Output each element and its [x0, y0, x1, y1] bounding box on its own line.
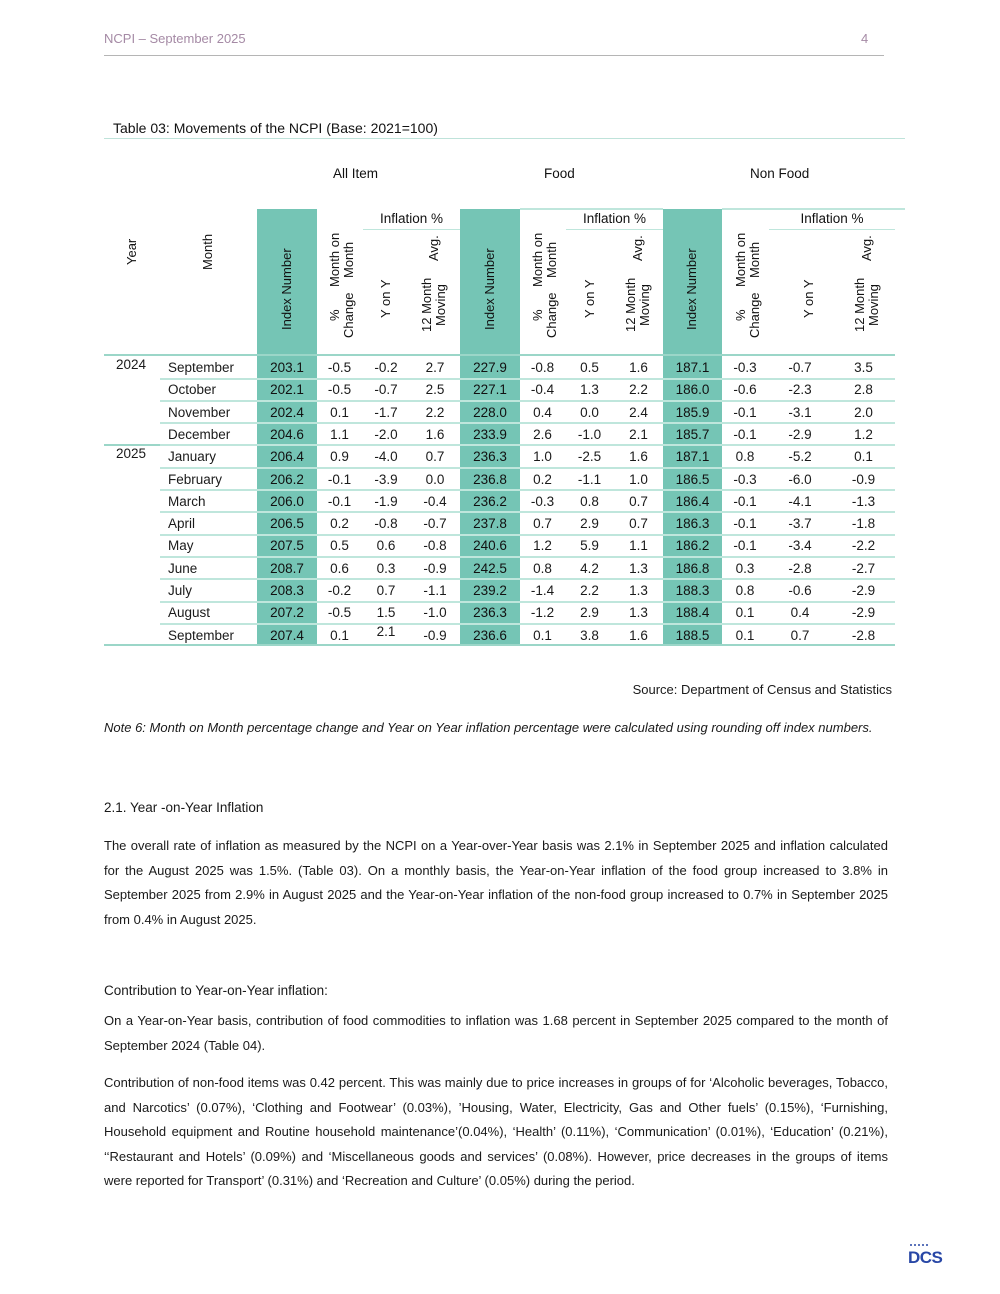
value-cell: 0.7 — [629, 516, 648, 532]
value-cell: -5.2 — [788, 449, 812, 465]
value-cell: 0.4 — [533, 404, 552, 420]
value-cell: 2.4 — [629, 404, 648, 420]
value-cell: 0.7 — [376, 583, 396, 598]
index-number-cell: 186.0 — [675, 382, 710, 398]
contribution-paragraph-2: Contribution of non-food items was 0.42 percent. This was mainly due to price increases in groups of for ‘Alcoholic beverages, Tobacco, and Narcotics’ (0.07%), ‘Clothing and Footwear’ (0.03%), ’Housing, Water, Electricity, Gas and Other fuels’ (0.15%), ‘Furnishing, Household equipment and Routine household maintenance’(0.04%), ‘Health’ (0.11%), ‘Communication’ (0.01%), ‘Education’ (0.21%), ‘‘Restaurant and Hotels’ (0.09%) and ‘Miscellaneous goods and services’ (0.08%). However, price decreases in the groups of items were reported for Transport’ (0.31%) and ‘Recreation and Culture’ (0.05%) during the period. — [104, 1075, 888, 1188]
page-number: 4 — [861, 31, 869, 46]
value-cell: -2.5 — [577, 449, 602, 465]
non-food-yoy-header: Y on Y — [801, 279, 816, 318]
value-cell: 0.8 — [580, 493, 599, 509]
year-header: Year — [124, 238, 139, 265]
value-cell: -0.5 — [327, 360, 352, 375]
index-number-cell: 206.4 — [270, 449, 304, 465]
value-cell: -1.8 — [851, 516, 876, 532]
value-cell: 0.8 — [735, 449, 755, 465]
value-cell: -1.1 — [577, 471, 602, 487]
value-cell: -0.1 — [733, 493, 757, 509]
index-number-cell: 186.2 — [675, 538, 710, 554]
value-cell: 0.2 — [330, 516, 349, 532]
non-food-ma-header — [851, 235, 883, 350]
value-cell: -0.2 — [374, 360, 398, 375]
food-inflation-rule — [566, 229, 663, 230]
ma-line1: 12 Month Moving — [419, 278, 448, 333]
index-number-cell: 185.9 — [675, 404, 710, 420]
month-cell: November — [168, 404, 231, 420]
value-cell: -0.3 — [530, 493, 555, 509]
value-cell: 0.6 — [376, 538, 396, 554]
value-cell: 3.8 — [580, 627, 599, 643]
index-number-cell: 202.4 — [270, 404, 304, 420]
value-cell: 0.5 — [330, 538, 349, 554]
non-food-index-number-header: Index Number — [684, 248, 699, 330]
value-cell: 0.6 — [330, 560, 349, 576]
table-caption-rule — [104, 138, 905, 139]
value-cell: 0.7 — [629, 493, 648, 509]
value-cell: 0.1 — [330, 627, 349, 643]
value-cell: -1.3 — [851, 493, 876, 509]
value-cell: -0.9 — [423, 627, 447, 643]
table-row — [0, 424, 1000, 446]
all-yoy-header: Y on Y — [378, 279, 393, 318]
value-cell: 1.1 — [629, 538, 648, 554]
value-cell: 1.2 — [533, 538, 552, 554]
value-cell: 2.2 — [425, 404, 445, 420]
value-cell: 1.2 — [854, 426, 873, 442]
ma-line2: Avg. — [426, 235, 441, 261]
all-inflation-rule — [363, 229, 460, 230]
month-cell: October — [168, 382, 217, 398]
value-cell: -1.4 — [530, 583, 555, 598]
non-food-inflation-rule — [769, 229, 895, 230]
index-number-cell: 207.4 — [270, 627, 304, 643]
value-cell: -1.1 — [423, 583, 447, 598]
value-cell: 0.8 — [533, 560, 552, 576]
value-cell: -2.9 — [788, 426, 812, 442]
value-cell: -0.1 — [327, 493, 352, 509]
value-cell: 0.1 — [854, 449, 873, 465]
value-cell: -0.9 — [423, 560, 447, 576]
value-cell: 2.5 — [425, 382, 445, 398]
month-cell: July — [168, 583, 193, 598]
month-cell: January — [168, 449, 217, 465]
food-ma-header — [622, 235, 654, 350]
value-cell: -0.2 — [327, 583, 352, 598]
month-cell: December — [168, 426, 231, 442]
month-cell: March — [168, 493, 206, 509]
table-row — [0, 513, 1000, 535]
value-cell: -0.7 — [788, 360, 812, 375]
value-cell: -2.7 — [851, 560, 876, 576]
value-cell: -0.8 — [374, 516, 398, 532]
index-number-cell: 227.9 — [473, 360, 507, 375]
month-cell: August — [168, 605, 211, 621]
value-cell: 0.7 — [533, 516, 552, 532]
value-cell: -2.8 — [788, 560, 812, 576]
index-number-cell: 208.7 — [270, 560, 304, 576]
value-cell: -0.6 — [733, 382, 757, 398]
value-cell: 2.7 — [425, 360, 445, 375]
value-cell: 5.9 — [580, 538, 599, 554]
ma-line2: Avg. — [630, 235, 645, 261]
value-cell: 0.1 — [533, 627, 552, 643]
ma-line1: 12 Month Moving — [623, 278, 652, 333]
value-cell: 2.2 — [629, 382, 648, 398]
value-cell: -3.1 — [788, 404, 812, 420]
index-number-cell: 188.5 — [675, 627, 710, 643]
value-cell: 0.4 — [790, 605, 810, 621]
value-cell: -0.6 — [788, 583, 812, 598]
value-cell: 1.3 — [629, 560, 648, 576]
value-cell: 0.9 — [330, 449, 349, 465]
table-row — [0, 469, 1000, 491]
value-cell: -1.9 — [374, 493, 398, 509]
index-number-cell: 206.0 — [270, 493, 304, 509]
mom-line2: Month on Month — [530, 233, 559, 288]
value-cell: 1.3 — [580, 382, 599, 398]
all-index-number-header: Index Number — [279, 248, 294, 330]
table-row — [0, 402, 1000, 424]
value-cell: 0.5 — [580, 360, 599, 375]
value-cell: -0.5 — [327, 605, 352, 621]
index-number-cell: 186.8 — [675, 560, 710, 576]
index-number-cell: 187.1 — [675, 449, 710, 465]
value-cell: -0.8 — [530, 360, 555, 375]
index-number-cell: 188.4 — [675, 605, 710, 621]
year-label-2025: 2025 — [116, 446, 147, 461]
value-cell: -0.1 — [733, 516, 757, 532]
group-header-all-item: All Item — [333, 166, 379, 181]
value-cell: -0.1 — [327, 471, 352, 487]
index-number-cell: 208.3 — [270, 583, 304, 598]
value-cell: -0.8 — [423, 538, 447, 554]
logo-text: DCS — [908, 1248, 943, 1267]
value-cell: 2.2 — [580, 583, 599, 598]
non-food-inflation-header: Inflation % — [800, 211, 864, 226]
value-cell: 1.5 — [376, 605, 396, 621]
value-cell: 1.0 — [533, 449, 552, 465]
section-paragraph: The overall rate of inflation as measured by the NCPI on a Year-over-Year basis was 2.1% in September 2025 and inflation calculated for the August 2025 was 1.5%. (Table 03). On a monthly basis, the Year-on-Year inflation of the food group increased to 3.8% in September 2025 from 2.9% in August 2025 and the Year-on-Year inflation of the non-food group increased to 0.7% in September 2025 from 0.4% in August 2025. — [104, 838, 888, 927]
value-cell: -0.3 — [733, 360, 757, 375]
value-cell: -4.0 — [374, 449, 398, 465]
running-header-title: NCPI – September 2025 — [104, 31, 246, 46]
table-note: Note 6: Month on Month percentage change and Year on Year inflation percentage were calculated using rounding off index numbers. — [104, 720, 873, 735]
value-cell: -0.7 — [423, 516, 447, 532]
index-number-cell: 236.6 — [473, 627, 507, 643]
index-number-cell: 186.4 — [675, 493, 710, 509]
index-number-cell: 207.2 — [270, 605, 304, 621]
value-cell: -1.0 — [577, 426, 602, 442]
table-row — [0, 446, 1000, 468]
value-cell: 1.0 — [629, 471, 648, 487]
contribution-paragraph-1: On a Year-on-Year basis, contribution of food commodities to inflation was 1.68 percent in September 2025 compared to the month of September 2024 (Table 04). — [104, 1013, 888, 1053]
food-header-rule — [520, 208, 663, 210]
value-cell: 2.1 — [376, 623, 396, 639]
header-bottom-rule — [104, 354, 895, 356]
value-cell: -0.9 — [851, 471, 876, 487]
month-cell: September — [168, 360, 235, 375]
index-number-cell: 228.0 — [473, 404, 507, 420]
value-cell: 0.1 — [735, 627, 755, 643]
food-index-number-header: Index Number — [482, 248, 497, 330]
value-cell: 0.3 — [735, 560, 755, 576]
value-cell: -3.9 — [374, 471, 398, 487]
value-cell: 4.2 — [580, 560, 599, 576]
index-number-cell: 203.1 — [270, 360, 304, 375]
value-cell: 0.1 — [330, 404, 349, 420]
value-cell: -1.2 — [530, 605, 555, 621]
mom-line1: % Change — [327, 292, 356, 338]
header-divider — [104, 55, 884, 56]
dcs-logo — [908, 1244, 948, 1268]
all-ma-header — [418, 235, 450, 350]
value-cell: -3.4 — [788, 538, 812, 554]
value-cell: 0.7 — [425, 449, 445, 465]
value-cell: -2.9 — [851, 605, 876, 621]
value-cell: 1.1 — [330, 426, 349, 442]
table-row — [0, 357, 1000, 379]
index-number-cell: 240.6 — [473, 538, 507, 554]
year-label-2024: 2024 — [116, 357, 147, 372]
value-cell: 0.7 — [790, 627, 810, 643]
value-cell: -0.1 — [733, 404, 757, 420]
index-number-cell: 236.8 — [473, 471, 507, 487]
mom-line1: % Change — [733, 292, 762, 338]
index-number-cell: 187.1 — [675, 360, 710, 375]
index-number-cell: 236.2 — [473, 493, 507, 509]
month-cell: February — [168, 471, 223, 487]
value-cell: -0.1 — [733, 538, 757, 554]
index-number-cell: 242.5 — [473, 560, 507, 576]
value-cell: 2.1 — [629, 426, 648, 442]
index-number-cell: 236.3 — [473, 449, 507, 465]
value-cell: 0.2 — [533, 471, 552, 487]
food-yoy-header: Y on Y — [582, 279, 597, 318]
group-header-food: Food — [544, 166, 575, 181]
index-number-cell: 188.3 — [675, 583, 710, 598]
value-cell: 0.8 — [735, 583, 755, 598]
contribution-title: Contribution to Year-on-Year inflation: — [104, 983, 328, 998]
food-inflation-header: Inflation % — [582, 211, 647, 226]
month-cell: September — [168, 627, 235, 643]
non-food-header-rule — [722, 208, 905, 210]
logo-dots-icon — [910, 1244, 928, 1246]
value-cell: 2.8 — [854, 382, 873, 398]
value-cell: -6.0 — [788, 471, 812, 487]
value-cell: 1.6 — [425, 426, 445, 442]
mom-line1: % Change — [530, 292, 559, 338]
value-cell: -1.7 — [374, 404, 398, 420]
index-number-cell: 185.7 — [675, 426, 710, 442]
index-number-cell: 186.3 — [675, 516, 710, 532]
month-cell: May — [168, 538, 194, 554]
value-cell: -2.8 — [851, 627, 876, 643]
value-cell: 2.9 — [580, 516, 599, 532]
all-mom-header — [326, 228, 358, 338]
index-number-cell: 233.9 — [473, 426, 507, 442]
value-cell: -3.7 — [788, 516, 812, 532]
value-cell: -2.0 — [374, 426, 398, 442]
table-source: Source: Department of Census and Statistics — [632, 682, 892, 697]
month-cell: June — [168, 560, 198, 576]
value-cell: 1.3 — [629, 605, 648, 621]
index-number-cell: 202.1 — [270, 382, 304, 398]
value-cell: 1.6 — [629, 627, 648, 643]
non-food-mom-header — [732, 228, 764, 338]
value-cell: -0.1 — [733, 426, 757, 442]
value-cell: 0.0 — [425, 471, 445, 487]
value-cell: -0.5 — [327, 382, 352, 398]
table-row — [0, 602, 1000, 624]
food-mom-header — [529, 228, 561, 338]
value-cell: 0.3 — [376, 560, 396, 576]
index-number-cell: 239.2 — [473, 583, 507, 598]
month-header: Month — [200, 233, 215, 270]
value-cell: -0.7 — [374, 382, 398, 398]
index-number-cell: 186.5 — [675, 471, 710, 487]
value-cell: 0.0 — [580, 404, 599, 420]
mom-line2: Month on Month — [327, 233, 356, 288]
value-cell: -0.4 — [423, 493, 447, 509]
index-number-cell: 237.8 — [473, 516, 507, 532]
mom-line2: Month on Month — [733, 233, 762, 288]
index-number-cell: 204.6 — [270, 426, 304, 442]
table-caption: Table 03: Movements of the NCPI (Base: 2021=100) — [113, 120, 438, 136]
month-cell: April — [168, 516, 196, 532]
section-title: 2.1. Year -on-Year Inflation — [104, 800, 264, 815]
table-row — [0, 580, 1000, 602]
group-header-non-food: Non Food — [750, 166, 810, 181]
table-bottom-rule — [104, 644, 895, 646]
value-cell: -2.2 — [851, 538, 876, 554]
value-cell: 1.6 — [629, 360, 648, 375]
table-row — [0, 491, 1000, 513]
value-cell: 1.6 — [629, 449, 648, 465]
index-number-cell: 206.5 — [270, 516, 304, 532]
value-cell: 2.9 — [580, 605, 599, 621]
index-number-cell: 236.3 — [473, 605, 507, 621]
value-cell: 2.0 — [854, 404, 873, 420]
ma-line1: 12 Month Moving — [852, 278, 881, 333]
index-number-cell: 206.2 — [270, 471, 304, 487]
index-number-cell: 207.5 — [270, 538, 304, 554]
table-row — [0, 558, 1000, 580]
ma-line2: Avg. — [859, 235, 874, 261]
value-cell: 3.5 — [854, 360, 873, 375]
table-row — [0, 535, 1000, 557]
value-cell: 0.1 — [735, 605, 755, 621]
value-cell: -0.3 — [733, 471, 757, 487]
index-number-cell: 227.1 — [473, 382, 507, 398]
value-cell: -4.1 — [788, 493, 812, 509]
value-cell: -2.3 — [788, 382, 812, 398]
value-cell: 1.3 — [629, 583, 648, 598]
value-cell: -0.4 — [530, 382, 555, 398]
table-row — [0, 379, 1000, 401]
all-inflation-header: Inflation % — [379, 211, 444, 226]
value-cell: -2.9 — [851, 583, 876, 598]
value-cell: 2.6 — [533, 426, 552, 442]
value-cell: -1.0 — [423, 605, 447, 621]
